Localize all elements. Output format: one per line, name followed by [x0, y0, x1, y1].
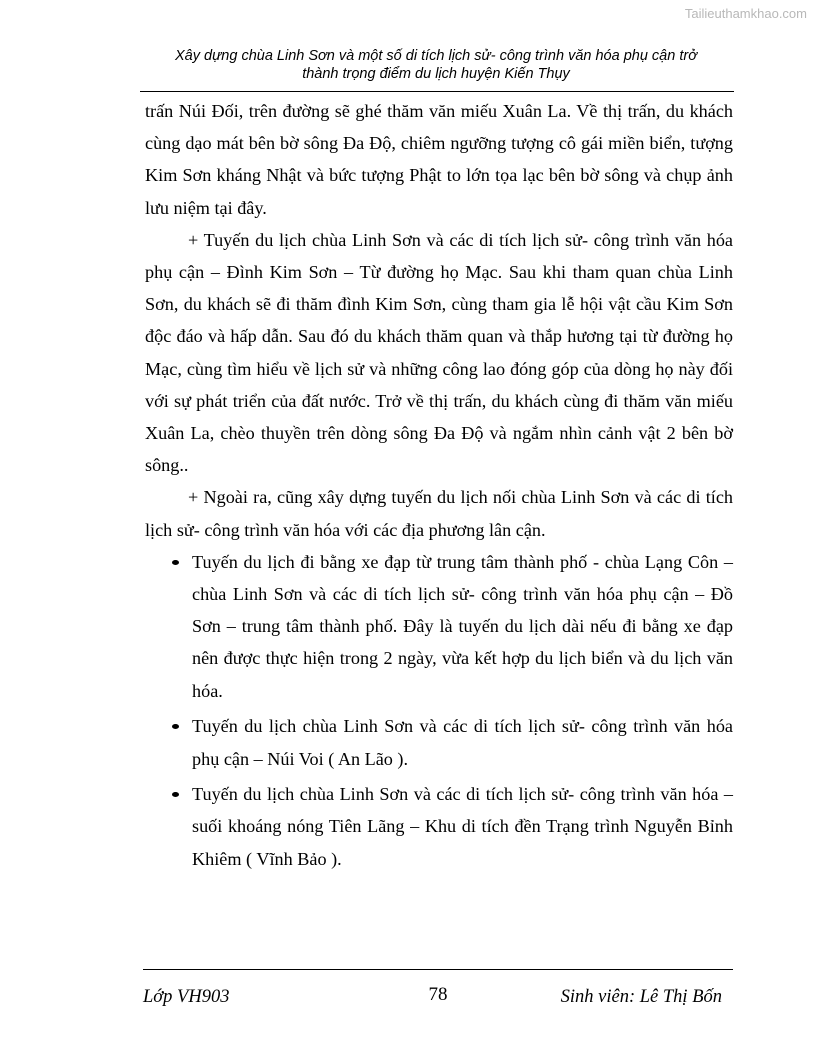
footer-student-name: Sinh viên: Lê Thị Bốn	[560, 987, 722, 1007]
header-line-2: thành trọng điểm du lịch huyện Kiến Thụy	[302, 66, 570, 82]
header-line-1: Xây dựng chùa Linh Sơn và một số di tích lịch sử- công trình văn hóa phụ cận trở	[175, 48, 697, 64]
list-item-text: Tuyến du lịch đi bằng xe đạp từ trung tâm thành phố - chùa Lạng Côn – chùa Linh Sơn và các di tích lịch sử- công trình văn hóa phụ cận – Đồ Sơn – trung tâm thành phố. Đây là tuyến du lịch dài nếu đi bằng xe đạp nên được thực hiện trong 2 ngày, vừa kết hợp du lịch biển và du lịch văn hóa.	[192, 551, 733, 701]
document-body	[145, 95, 733, 875]
header-divider	[140, 91, 734, 92]
list-item	[192, 778, 733, 875]
route-list	[145, 546, 733, 875]
list-item-text: Tuyến du lịch chùa Linh Sơn và các di tích lịch sử- công trình văn hóa – suối khoáng nóng Tiên Lãng – Khu di tích đền Trạng trình Nguyễn Bỉnh Khiêm ( Vĩnh Bảo ).	[192, 784, 733, 869]
list-item	[192, 546, 733, 707]
paragraph-1: trấn Núi Đối, trên đường sẽ ghé thăm văn miếu Xuân La. Về thị trấn, du khách cùng dạo mát bên bờ sông Đa Độ, chiêm ngưỡng tượng cô gái miền biển, tượng Kim Sơn kháng Nhật và bức tượng Phật to lớn tọa lạc bên bờ sông và chụp ảnh lưu niệm tại đây.	[145, 101, 733, 218]
paragraph-2: + Tuyến du lịch chùa Linh Sơn và các di tích lịch sử- công trình văn hóa phụ cận – Đình Kim Sơn – Từ đường họ Mạc. Sau khi tham quan chùa Linh Sơn, du khách sẽ đi thăm đình Kim Sơn, cùng tham gia lễ hội vật cầu Kim Sơn độc đáo và hấp dẫn. Sau đó du khách thăm quan và thắp hương tại từ đường họ Mạc, cùng tìm hiểu về lịch sử và những công lao đóng góp của dòng họ này đối với sự phát triển của đất nước. Trở về thị trấn, du khách cùng đi thăm văn miếu Xuân La, chèo thuyền trên dòng sông Đa Độ và ngắm nhìn cảnh vật 2 bên bờ sông..	[145, 229, 733, 476]
watermark-text: Tailieuthamkhao.com	[684, 6, 807, 21]
list-item-text: Tuyến du lịch chùa Linh Sơn và các di tích lịch sử- công trình văn hóa phụ cận – Núi Voi ( An Lão ).	[192, 716, 733, 769]
paragraph-3: + Ngoài ra, cũng xây dựng tuyến du lịch nối chùa Linh Sơn và các di tích lịch sử- công trình văn hóa với các địa phương lân cận.	[145, 487, 733, 540]
page-number: 78	[428, 984, 448, 1005]
footer-divider	[143, 969, 733, 970]
list-item	[192, 710, 733, 774]
bullet-icon	[172, 792, 179, 797]
bullet-icon	[172, 560, 179, 565]
bullet-icon	[172, 724, 179, 729]
page-header	[140, 47, 732, 83]
footer-class-label: Lớp VH903	[143, 987, 230, 1007]
